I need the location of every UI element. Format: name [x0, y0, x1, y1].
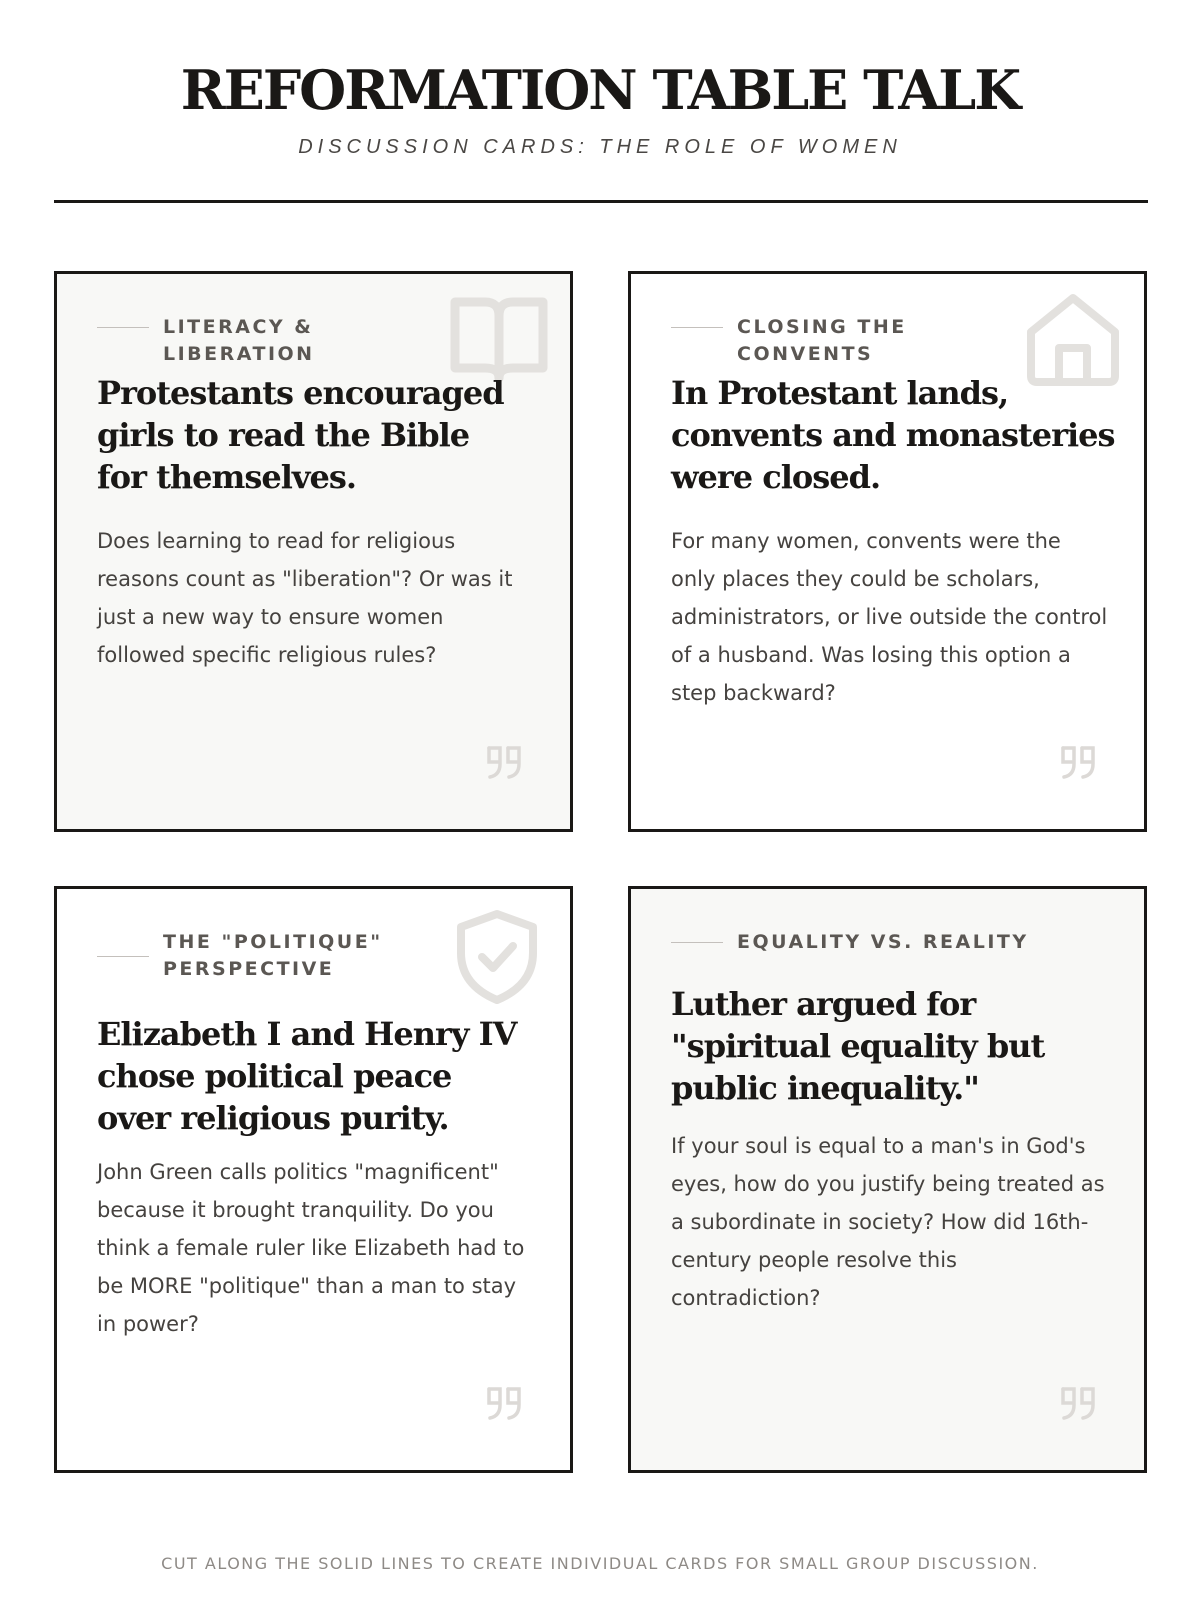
discussion-card-equality — [628, 886, 1147, 1473]
header-divider — [54, 200, 1148, 203]
card-heading: Luther argued for "spiritual equality but public inequality." — [671, 985, 1045, 1107]
card-tag-label: CLOSING THE CONVENTS — [737, 316, 907, 365]
card-heading: In Protestant lands, convents and monasteries were closed. — [671, 374, 1115, 496]
card-heading: Elizabeth I and Henry IV chose political peace over religious purity. — [97, 1015, 517, 1137]
card-question: John Green calls politics "magnificent" because it brought tranquility. Do you think a female ruler like Elizabeth had to be MORE "politique" than a man to stay in power? — [97, 1160, 525, 1336]
quote-icon — [1059, 1385, 1099, 1421]
tag-rule — [671, 327, 723, 328]
shield-check-icon — [455, 909, 539, 1005]
quote-icon — [1059, 744, 1099, 780]
card-question: For many women, convents were the only places they could be scholars, administrators, or live outside the control of a husband. Was losing this option a step backward? — [671, 529, 1108, 705]
page-title: REFORMATION TABLE TALK — [180, 58, 1020, 122]
footer-instructions: CUT ALONG THE SOLID LINES TO CREATE INDIVIDUAL CARDS FOR SMALL GROUP DISCUSSION. — [161, 1554, 1039, 1573]
tag-rule — [97, 327, 149, 328]
card-tag-label: THE "POLITIQUE" PERSPECTIVE — [163, 931, 383, 980]
card-question: Does learning to read for religious reasons count as "liberation"? Or was it just a new way to ensure women followed specific religious rules? — [97, 529, 513, 667]
quote-icon — [485, 744, 525, 780]
tag-rule — [671, 942, 723, 943]
discussion-card-politique — [54, 886, 573, 1473]
discussion-card-literacy — [54, 271, 573, 832]
tag-rule — [97, 956, 149, 957]
discussion-card-convents — [628, 271, 1147, 832]
card-tag-label: EQUALITY VS. REALITY — [737, 931, 1029, 953]
card-question: If your soul is equal to a man's in God's eyes, how do you justify being treated as a subordinate in society? How did 16th-century people resolve this contradiction? — [671, 1134, 1105, 1310]
page-subtitle: DISCUSSION CARDS: THE ROLE OF WOMEN — [298, 136, 902, 158]
quote-icon — [485, 1385, 525, 1421]
card-tag-label: LITERACY & LIBERATION — [163, 316, 315, 365]
card-heading: Protestants encouraged girls to read the Bible for themselves. — [97, 374, 504, 496]
